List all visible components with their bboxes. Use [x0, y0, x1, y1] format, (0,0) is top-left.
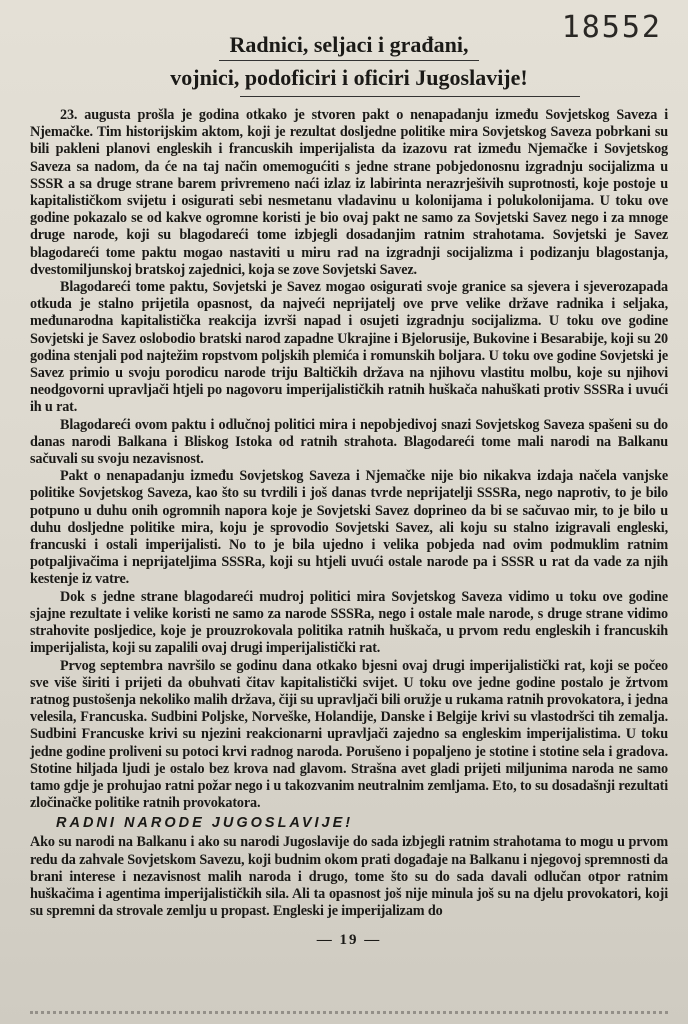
paragraph-1: 23. augusta prošla je godina otkako je stvoren pakt o nenapadanju između Sovjetskog Saveza i Njemačke. Tim historijskim aktom, koji je rezultat dosljedne politike mira Sovjetskog Saveza pobrkani su bili pakleni planovi engleskih i francuskih imperijalista da izazovu rat između Njemačke i Sovjetskog Saveza sa nadom, da će na taj način omemogućiti s jedne strane pobjedonosnu izgradnju socijalizma u SSSR a sa druge strane barem privremeno naći izlaz iz labirinta nerazrješivih suprotnosti, koje postoje u kapitalističkom svijetu i osigurati sebi nesmetanu vladavinu u kolonijama i polukolonijama. U toku ove godine pokazalo se od kakve ogromne koristi je bio ovaj pakt ne samo za Sovjetski Savez nego i za mnoge druge narode, koji su blagodareći tome izbjegli dosadanjim ratnim strahotama. Sovjetski je Savez blagodareći tome paktu mogao nastaviti u miru rad na izgradnji socijalizma i podizanju blagostanja, dvestomiljunskoj bratskoj zajednici, koja se zove Sovjetski Savez.: [30, 107, 668, 278]
paragraph-3: Blagodareći ovom paktu i odlučnoj politici mira i nepobjedivoj snazi Sovjetskog Saveza spašeni su do danas narodi Balkana i Bliskog Istoka od ratnih strahota. Blagodareći tome mali narodi na Balkanu sačuvali su svoju nezavisnost.: [30, 416, 668, 468]
section-heading: RADNI NARODE JUGOSLAVIJE!: [56, 815, 354, 832]
archive-number: 18552: [561, 10, 662, 45]
paragraph-5: Dok s jedne strane blagodareći mudroj politici mira Sovjetskog Saveza vidimo u toku ove godine sjajne rezultate i velike koristi ne samo za narode SSSRa, nego i ostale male narode, s druge strane vidimo strahovite posljedice, koje je prouzrokovala politika ratnih huškača, u prvom redu engleskih i francuskih imperijalista, koji su zapalili ovaj drugi imperijalistički rat.: [30, 588, 668, 657]
title-underline: [219, 60, 479, 61]
paragraph-2: Blagodareći tome paktu, Sovjetski je Savez mogao osigurati svoje granice sa sjevera i sjeverozapada otkuda je stalno prijetila opasnost, da najveći neprijatelj ove prve velike države radnika i seljaka, međunarodna kapitalistička reakcija izvrši napad i osujeti izgradnju socijalizma. U toku ove godine Sovjetski je Savez oslobodio bratski narod zapadne Ukrajine i Bjelorusije, Bukovine i Besarabije, koji su 20 godina stenjali pod najtežim ropstvom poljskih plemića i romunskih boljara. U toku ove godine Sovjetski je Savez primio u svoju porodicu narode triju Baltičkih država na njihovu vlastitu molbu, koje su njihovi neodgovorni upravljači htjeli po nagovoru imperijalističkih ratnih huškača nahuškati protiv SSSRa i uvući ih u rat.: [30, 279, 668, 416]
title-line-1: Radnici, seljaci i građani,: [229, 32, 469, 57]
bleed-through-line: [30, 1011, 668, 1022]
paragraph-final: Ako su narodi na Balkanu i ako su narodi Jugoslavije do sada izbjegli ratnim strahotama to mogu u prvom redu da zahvale Sovjetskom Savezu, koji budnim okom prati događaje na Balkanu i njegovoj spremnosti da brani interese i nezavisnost malih naroda i drugo, tome što su do sada davali odlučan otpor ratnim huškačima i agentima imperijalističkih sila. Ali ta opasnost još nije minula još su na djelu provokatori, koji su spremni da strovale zemlju u propast. Engleski je imperijalizam do: [30, 834, 668, 920]
paragraph-4: Pakt o nenapadanju između Sovjetskog Saveza i Njemačke nije bio nikakva izdaja načela vanjske politike Sovjetskog Saveza, kao što su tvrdili i još danas tvrde neprijatelji SSSRa, nego naprotiv, to je bilo potpuno u duhu onih ogromnih napora koje je Sovjetski Savez doprineo da bi se sačuvao mir, to je bilo u duhu dosljedne politike mira, koju je sprovodio Sovjetski Savez, ali koju su stalno izigravali engleski, francuski i ostali imperijalisti. No to je bila ujedno i velika pobjeda nad ovim podmuklim ratnim potpaljivačima i neprijateljima SSSRa, koji su htjeli uvući ostale narode pa i SSSR u rat da vade za njih kestenje iz vatre.: [30, 468, 668, 588]
body-text: [30, 107, 668, 920]
title-line-2: vojnici, podoficiri i oficiri Jugoslavije!: [170, 65, 528, 90]
page-number: — 19 —: [316, 932, 382, 949]
title-underline-2: [240, 96, 580, 97]
paragraph-6: Prvog septembra navršilo se godinu dana otkako bjesni ovaj drugi imperijalistički rat, koji se počeo sve više širiti i prijeti da obuhvati čitav kapitalistički svijet. U toku ove jedne godine postalo je žrtvom ratnog pustošenja nekoliko malih država, čiji su upravljači bili oružje u rukama ratnih provokatora, i jedna velesila, Francuska. Sudbini Poljske, Norveške, Holandije, Danske i Belgije krivi su vlastodršci tih zemalja. Sudbini Francuske krivi su njezini reakcionarni upravljači zajedno sa engleskim imperijalistima. U toku jedne godine proliveni su potoci krvi radnog naroda. Porušeno i popaljeno je stotine i stotine sela i gradova. Stotine hiljada ljudi je ostalo bez krova nad glavom. Strašna avet gladi prijeti miljunima naroda ne samo tamo gdje je prohujao ratni požar nego i u takozvanim neutralnim zemljama. Eto, to su dosadašnji rezultati zločinačke politike ratnih provokatora.: [30, 657, 668, 812]
